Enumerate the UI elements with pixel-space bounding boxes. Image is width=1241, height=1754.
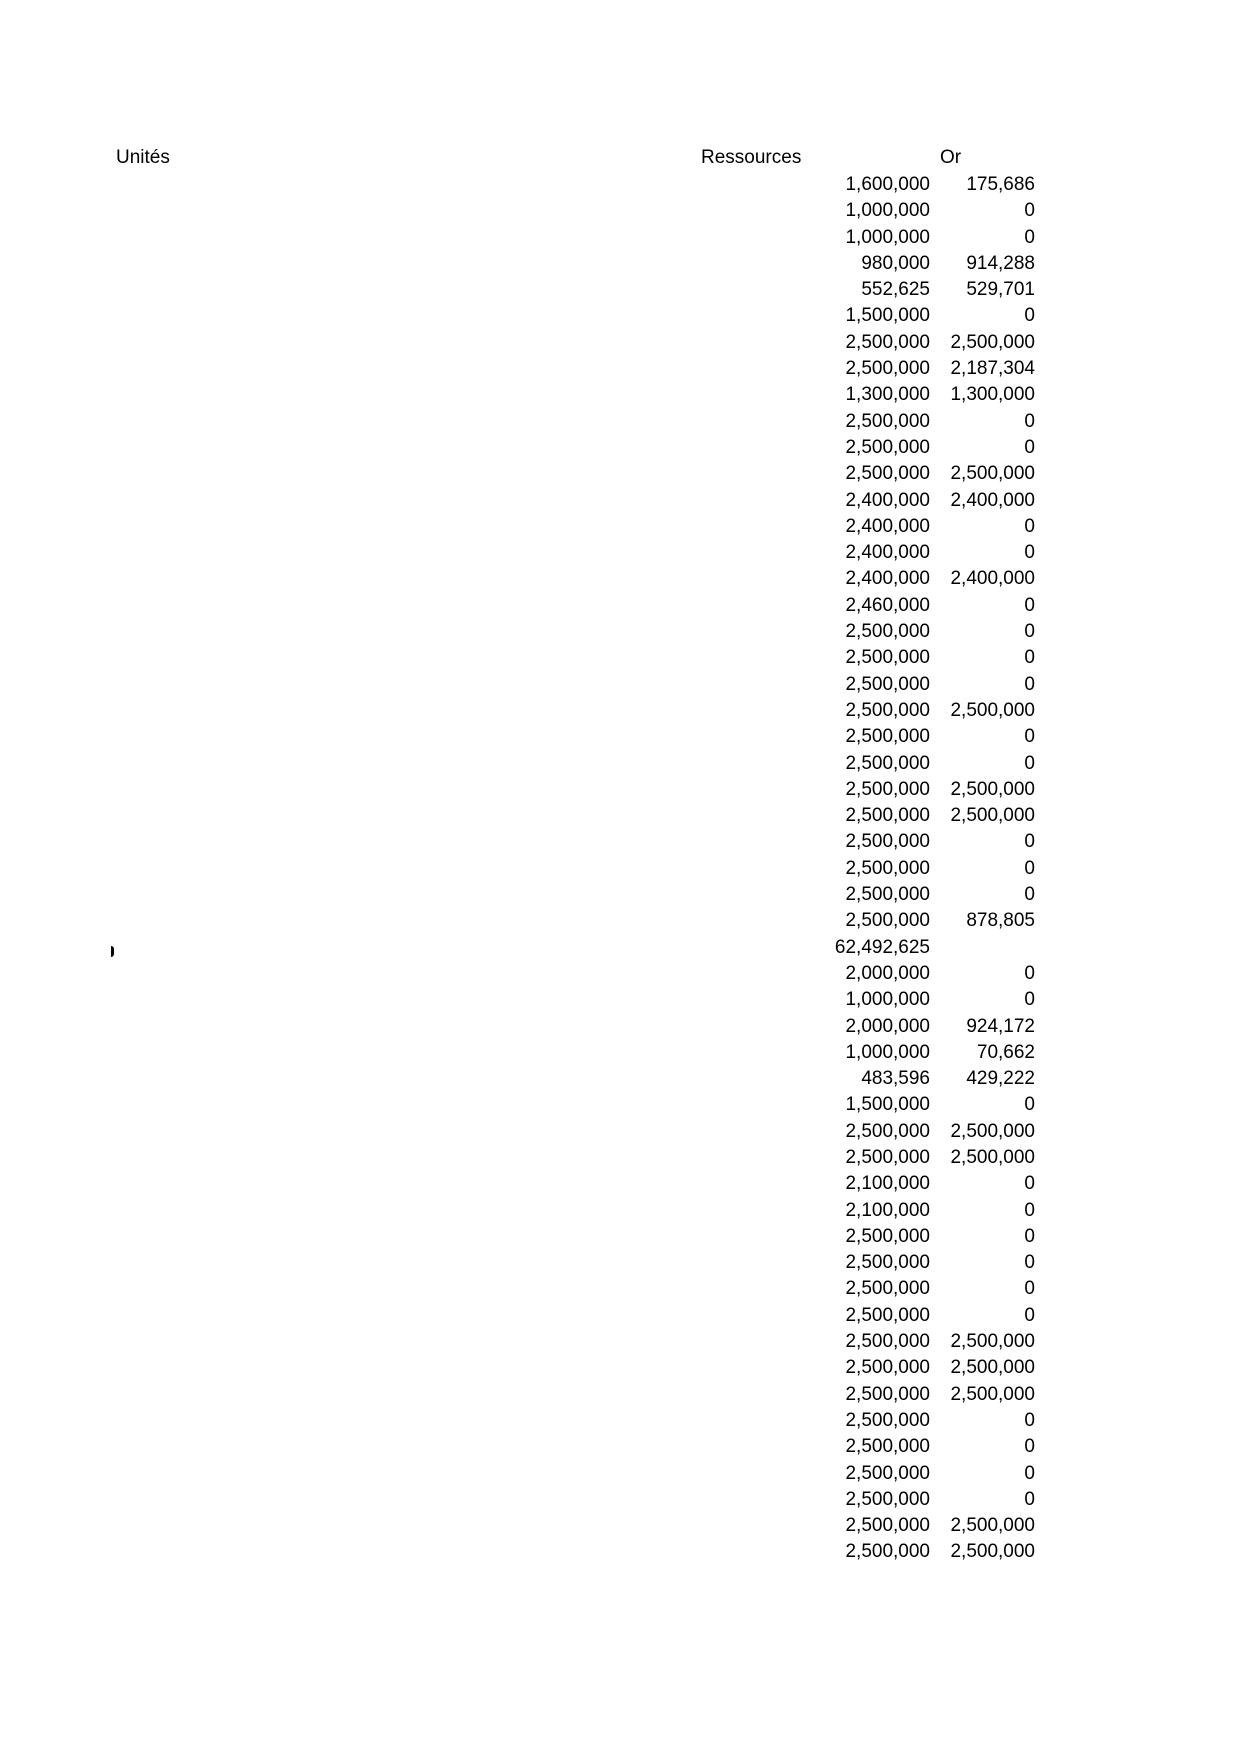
resources-cell: 2,000,000: [845, 1015, 930, 1037]
resources-cell: 2,500,000: [845, 1515, 930, 1537]
resources-cell: 2,500,000: [845, 673, 930, 695]
column-header-gold: Or: [940, 147, 962, 168]
resources-cell: 1,000,000: [845, 1041, 930, 1063]
resources-cell: 2,500,000: [845, 1462, 930, 1484]
resources-cell: 1,500,000: [845, 1094, 930, 1116]
table-row: [0, 1276, 1241, 1302]
table-row: [0, 1408, 1241, 1434]
table-row: [0, 751, 1241, 777]
table-row: [0, 593, 1241, 619]
resources-cell: 2,500,000: [845, 1225, 930, 1247]
gold-cell: 0: [1024, 831, 1035, 853]
resources-cell: 2,500,000: [845, 752, 930, 774]
table-row: [0, 1250, 1241, 1276]
gold-cell: 0: [1024, 857, 1035, 879]
gold-cell: 0: [1024, 1094, 1035, 1116]
resources-cell: 2,500,000: [845, 647, 930, 669]
gold-cell: 0: [1024, 752, 1035, 774]
resources-cell: 2,400,000: [845, 568, 930, 590]
gold-cell: 2,500,000: [950, 1120, 1035, 1142]
gold-cell: 0: [1024, 436, 1035, 458]
resources-cell: 2,500,000: [845, 831, 930, 853]
resources-cell: 2,500,000: [845, 410, 930, 432]
gold-cell: 0: [1024, 1462, 1035, 1484]
gold-cell: 0: [1024, 305, 1035, 327]
gold-cell: 2,400,000: [950, 568, 1035, 590]
table-row: [0, 514, 1241, 540]
column-header-units: Unités: [116, 147, 170, 168]
table-row: [0, 803, 1241, 829]
gold-cell: 924,172: [966, 1015, 1035, 1037]
resources-cell: 2,500,000: [845, 1488, 930, 1510]
table-row: [0, 1382, 1241, 1408]
table-row: [0, 987, 1241, 1013]
gold-cell: 914,288: [966, 252, 1035, 274]
table-row: [0, 540, 1241, 566]
table-row: [0, 1461, 1241, 1487]
table-row: [0, 277, 1241, 303]
gold-cell: 2,500,000: [950, 778, 1035, 800]
gold-cell: 2,500,000: [950, 1383, 1035, 1405]
table-row: [0, 698, 1241, 724]
table-row: [0, 303, 1241, 329]
column-header-resources: Ressources: [701, 147, 802, 168]
resources-cell: 2,400,000: [845, 542, 930, 564]
resources-cell: 2,500,000: [845, 910, 930, 932]
resources-cell: 2,500,000: [845, 1278, 930, 1300]
resources-cell: 2,500,000: [845, 1252, 930, 1274]
table-row: [0, 1355, 1241, 1381]
table-row: [0, 961, 1241, 987]
resources-cell: 2,500,000: [845, 1383, 930, 1405]
resources-cell: 2,500,000: [845, 436, 930, 458]
gold-cell: 2,187,304: [950, 358, 1035, 380]
table-row: [0, 1224, 1241, 1250]
resources-cell: 2,500,000: [845, 805, 930, 827]
gold-cell: 0: [1024, 1225, 1035, 1247]
resources-cell: 1,500,000: [845, 305, 930, 327]
resources-cell: 2,500,000: [845, 1304, 930, 1326]
gold-cell: 1,300,000: [950, 384, 1035, 406]
resources-cell: 483,596: [861, 1068, 930, 1090]
table-row: [0, 225, 1241, 251]
gold-cell: 2,500,000: [950, 1515, 1035, 1537]
resources-cell: 2,500,000: [845, 331, 930, 353]
table-row: [0, 461, 1241, 487]
resources-cell: 1,000,000: [845, 226, 930, 248]
resources-cell: 1,000,000: [845, 200, 930, 222]
gold-cell: 0: [1024, 673, 1035, 695]
resources-cell: 2,500,000: [845, 621, 930, 643]
gold-cell: 0: [1024, 1304, 1035, 1326]
table-row: [0, 566, 1241, 592]
gold-cell: 2,500,000: [950, 331, 1035, 353]
table-row: [0, 382, 1241, 408]
table-row: [0, 672, 1241, 698]
table-row: [0, 1513, 1241, 1539]
resources-cell: 2,500,000: [845, 1409, 930, 1431]
gold-cell: 429,222: [966, 1068, 1035, 1090]
resources-cell: 1,300,000: [845, 384, 930, 406]
gold-cell: 2,500,000: [950, 1541, 1035, 1563]
table-row: [0, 1092, 1241, 1118]
table-row: [0, 935, 1241, 961]
resources-cell: 2,500,000: [845, 1436, 930, 1458]
table-row: [0, 356, 1241, 382]
resources-cell: 2,500,000: [845, 358, 930, 380]
gold-cell: 0: [1024, 1278, 1035, 1300]
resources-cell: 2,460,000: [845, 594, 930, 616]
table-row: [0, 1329, 1241, 1355]
gold-cell: 2,500,000: [950, 1146, 1035, 1168]
table-row: [0, 1066, 1241, 1092]
gold-cell: 0: [1024, 226, 1035, 248]
resources-cell: 2,500,000: [845, 726, 930, 748]
gold-cell: 0: [1024, 515, 1035, 537]
table-row: [0, 908, 1241, 934]
table-row: [0, 1119, 1241, 1145]
resources-cell: 2,500,000: [845, 857, 930, 879]
gold-cell: 2,500,000: [950, 805, 1035, 827]
gold-cell: 0: [1024, 1199, 1035, 1221]
gold-cell: 0: [1024, 1409, 1035, 1431]
table-row: [0, 1014, 1241, 1040]
resources-cell: 2,500,000: [845, 1120, 930, 1142]
resources-cell: 2,500,000: [845, 463, 930, 485]
table-row: [0, 1303, 1241, 1329]
gold-cell: 0: [1024, 1488, 1035, 1510]
resources-cell: 1,000,000: [845, 989, 930, 1011]
table-row: [0, 1198, 1241, 1224]
gold-cell: 2,400,000: [950, 489, 1035, 511]
gold-cell: 175,686: [966, 174, 1035, 195]
table-row: [0, 330, 1241, 356]
data-rows: [0, 172, 1241, 1566]
table-row: [0, 645, 1241, 671]
gold-cell: 0: [1024, 884, 1035, 906]
resources-cell: 2,500,000: [845, 699, 930, 721]
table-row: [0, 856, 1241, 882]
gold-cell: 0: [1024, 989, 1035, 1011]
gold-cell: 0: [1024, 1252, 1035, 1274]
table-row: [0, 488, 1241, 514]
table-row: [0, 1171, 1241, 1197]
resources-cell: 2,500,000: [845, 1331, 930, 1353]
gold-cell: 529,701: [966, 279, 1035, 301]
gold-cell: 0: [1024, 621, 1035, 643]
resources-cell: 2,500,000: [845, 1357, 930, 1379]
resources-cell: 980,000: [861, 252, 930, 274]
resources-cell: 2,400,000: [845, 489, 930, 511]
table-row: [0, 724, 1241, 750]
gold-cell: 70,662: [976, 1041, 1035, 1063]
resources-cell: 552,625: [861, 279, 930, 301]
gold-cell: 0: [1024, 200, 1035, 222]
resources-cell: 1,600,000: [845, 174, 930, 195]
gold-cell: 2,500,000: [950, 1357, 1035, 1379]
resources-cell: 2,000,000: [845, 962, 930, 984]
table-row: [0, 1487, 1241, 1513]
table-row: [0, 882, 1241, 908]
gold-cell: 0: [1024, 962, 1035, 984]
table-row: [0, 251, 1241, 277]
resources-cell: 2,500,000: [845, 1146, 930, 1168]
resources-cell: 2,400,000: [845, 515, 930, 537]
resources-cell: 2,100,000: [845, 1173, 930, 1195]
resources-cell: 2,500,000: [845, 778, 930, 800]
table-row: [0, 435, 1241, 461]
gold-cell: 0: [1024, 594, 1035, 616]
resources-cell: 62,492,625: [834, 936, 930, 958]
gold-cell: 2,500,000: [950, 463, 1035, 485]
resources-cell: 2,500,000: [845, 884, 930, 906]
gold-cell: 878,805: [966, 910, 1035, 932]
resources-cell: 2,100,000: [845, 1199, 930, 1221]
gold-cell: 0: [1024, 726, 1035, 748]
gold-cell: 0: [1024, 542, 1035, 564]
table-row: [0, 619, 1241, 645]
table-row: [0, 172, 1241, 198]
table-row: [0, 777, 1241, 803]
table-row: [0, 1539, 1241, 1565]
resources-cell: 2,500,000: [845, 1541, 930, 1563]
gold-cell: 2,500,000: [950, 1331, 1035, 1353]
gold-cell: 0: [1024, 647, 1035, 669]
table-row: [0, 198, 1241, 224]
table-row: [0, 829, 1241, 855]
gold-cell: 0: [1024, 1173, 1035, 1195]
table-row: [0, 409, 1241, 435]
table-row: [0, 1145, 1241, 1171]
table-row: [0, 1040, 1241, 1066]
gold-cell: 0: [1024, 1436, 1035, 1458]
gold-cell: 0: [1024, 410, 1035, 432]
gold-cell: 2,500,000: [950, 699, 1035, 721]
table-row: [0, 1434, 1241, 1460]
